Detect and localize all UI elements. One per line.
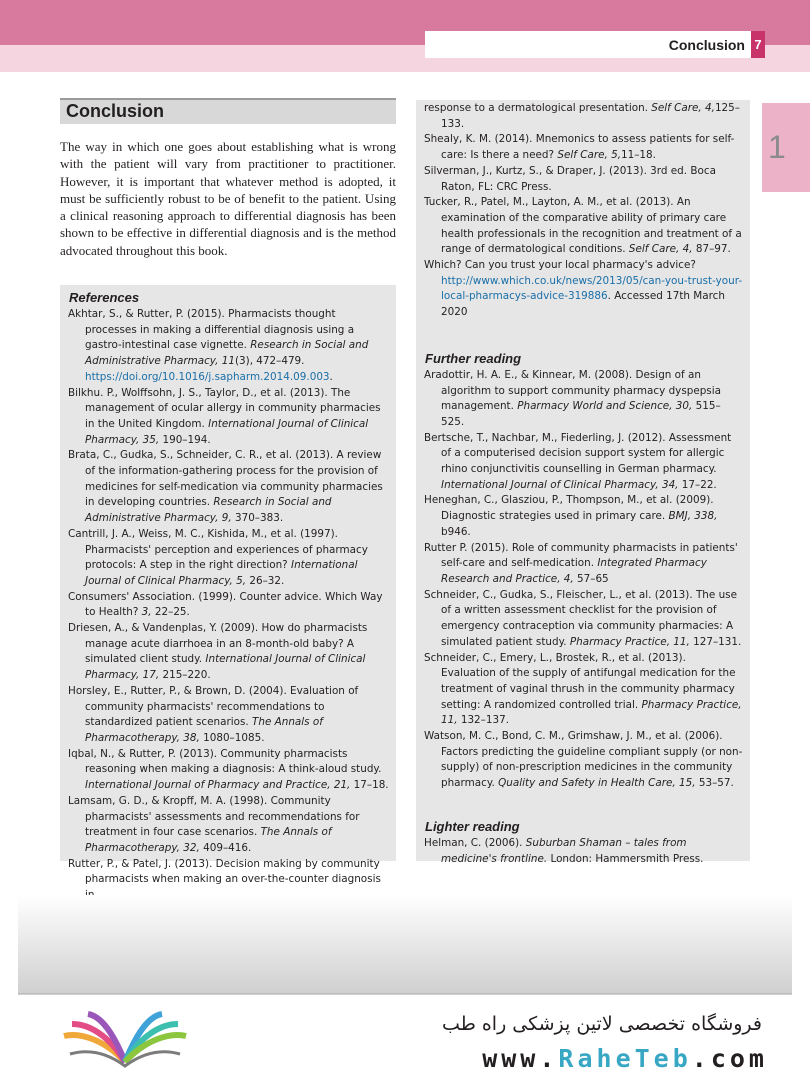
- section-heading: Conclusion: [66, 101, 164, 121]
- reference-entry: Watson, M. C., Bond, C. M., Grimshaw, J. M., et al. (2006). Factors predicting the guideline compliant supply (or non-supply) of non-prescription medicines in the community pharmacy. Quality and Safety in Health Care, 15, 53–57.: [424, 730, 743, 790]
- shop-url[interactable]: www.RaheTeb.com: [482, 1044, 768, 1073]
- readings-panel: [416, 100, 750, 865]
- reference-entry: Consumers' Association. (1999). Counter advice. Which Way to Health? 3, 22–25.: [68, 590, 383, 619]
- lighter-reading-list: [416, 836, 750, 867]
- references-continued-list: [416, 100, 750, 321]
- footer-fade: [18, 895, 792, 995]
- reference-entry: Tucker, R., Patel, M., Layton, A. M., et al. (2013). An examination of the comparative ability of primary care health professionals in the recognition and treatment of a range of dermatological conditions. Self Care, 4, 87–97.: [424, 196, 742, 256]
- footer-divider: [18, 993, 792, 994]
- reference-entry: Brata, C., Gudka, S., Schneider, C. R., et al. (2013). A review of the information-gathering process for the provision of medicines for self-medication via community pharmacies in developing countries. Research in Social and Administrative Pharmacy, 9, 370–383.: [68, 449, 383, 525]
- references-title: References: [69, 290, 140, 305]
- reference-entry: Helman, C. (2006). Suburban Shaman – tales from medicine's frontline. London: Hammersmith Press.: [424, 836, 704, 865]
- reference-entry: Aradottir, H. A. E., & Kinnear, M. (2008). Design of an algorithm to support community pharmacy dyspepsia management. Pharmacy World and Science, 30, 515–525.: [424, 368, 721, 428]
- reference-link[interactable]: https://doi.org/10.1016/j.sapharm.2014.09.003: [85, 370, 330, 383]
- running-header-title: Conclusion: [668, 37, 745, 53]
- reference-entry: Cantrill, J. A., Weiss, M. C., Kishida, M., et al. (1997). Pharmacists' perception and experiences of pharmacy protocols: A step in the right direction? International Journal of Clinical Pharmacy, 5, 26–32.: [68, 527, 368, 587]
- reference-entry: response to a dermatological presentation. Self Care, 4,125–133.: [424, 102, 740, 130]
- further-reading-list: [416, 368, 750, 792]
- reference-entry: Schneider, C., Emery, L., Brostek, R., et al. (2013). Evaluation of the supply of antifungal medication for the treatment of vaginal thrush in the community pharmacy setting: A randomized controlled trial. Pharmacy Practice, 11, 132–137.: [424, 651, 742, 727]
- reference-entry: Shealy, K. M. (2014). Mnemonics to assess patients for self-care: Is there a need? Self Care, 5,11–18.: [424, 133, 735, 162]
- reference-entry: Akhtar, S., & Rutter, P. (2015). Pharmacists thought processes in making a differential diagnosis using a gastro-intestinal case vignette. Research in Social and Administrative Pharmacy, 11(3), 472–479. https://doi.org/10.1016/j.sapharm.2014.09.003.: [68, 308, 369, 383]
- further-reading-title: Further reading: [425, 350, 522, 366]
- reference-entry: Iqbal, N., & Rutter, P. (2013). Community pharmacists reasoning when making a diagnosis: A think-aloud study. International Journal of Pharmacy and Practice, 21, 17–18.: [68, 747, 389, 792]
- shop-name: فروشگاه تخصصی لاتین پزشکی راه طب: [442, 1013, 762, 1035]
- reference-entry: Rutter P. (2015). Role of community pharmacists in patients' self-care and self-medication. Integrated Pharmacy Research and Practice, 4, 57–65: [424, 541, 738, 585]
- reference-entry: Horsley, E., Rutter, P., & Brown, D. (2004). Evaluation of community pharmacists' recommendations to standardized patient scenarios. The Annals of Pharmacotherapy, 38, 1080–1085.: [68, 684, 359, 744]
- reference-entry: Lamsam, G. D., & Kropff, M. A. (1998). Community pharmacists' assessments and recommendations for treatment in four case scenarios. The Annals of Pharmacotherapy, 32, 409–416.: [68, 794, 360, 854]
- book-logo-icon: [60, 1010, 190, 1072]
- intro-paragraph: The way in which one goes about establishing what is wrong with the patient will vary from practitioner to practitioner. However, it is important that whatever method is adopted, it must be sufficiently robust to be of benefit to the patient. Using a clinical reasoning approach to differential diagnosis has been shown to be effective in differential diagnosis and is the method advocated throughout this book.: [60, 139, 396, 258]
- reference-entry: Bertsche, T., Nachbar, M., Fiederling, J. (2012). Assessment of a computerised decision support system for allergic rhino conjunctivitis counselling in German pharmacy. International Journal of Clinical Pharmacy, 34, 17–22.: [424, 431, 732, 491]
- reference-link[interactable]: http://www.which.co.uk/news/2013/05/can-you-trust-your-local-pharmacys-advice-319886: [441, 274, 743, 303]
- reference-entry: Bilkhu. P., Wolffsohn, J. S., Taylor, D., et al. (2013). The management of ocular allergy in community pharmacies in the United Kingdom. International Journal of Clinical Pharmacy, 35, 190–194.: [68, 386, 381, 446]
- reference-entry: Which? Can you trust your local pharmacy's advice? http://www.which.co.uk/news/2013/05/can-you-trust-your-local-pharmacys-advice-319886. Accessed 17th March 2020: [424, 259, 743, 319]
- lighter-reading-title: Lighter reading: [425, 818, 520, 834]
- reference-entry: Silverman, J., Kurtz, S., & Draper, J. (2013). 3rd ed. Boca Raton, FL: CRC Press.: [424, 164, 716, 193]
- reference-entry: Heneghan, C., Glasziou, P., Thompson, M., et al. (2009). Diagnostic strategies used in primary care. BMJ, 338, b946.: [424, 494, 718, 538]
- reference-entry: Schneider, C., Gudka, S., Fleischer, L., et al. (2013). The use of a written assessment checklist for the provision of emergency contraception via community pharmacies: A simulated patient study. Pharmacy Practice, 11, 127–131.: [424, 588, 742, 648]
- reference-entry: Driesen, A., & Vandenplas, Y. (2009). How do pharmacists manage acute diarrhoea in an 8-month-old baby? A simulated client study. International Journal of Clinical Pharmacy, 17, 215–220.: [68, 622, 368, 682]
- section-heading-box: [60, 98, 396, 124]
- chapter-number: 1: [768, 129, 786, 165]
- references-panel: [60, 285, 396, 886]
- references-list: [60, 307, 396, 904]
- reference-entry: Rutter, P., & Patel, J. (2013). Decision making by community pharmacists when making an over-the-counter diagnosis: [68, 857, 381, 886]
- page-number: 7: [751, 31, 765, 58]
